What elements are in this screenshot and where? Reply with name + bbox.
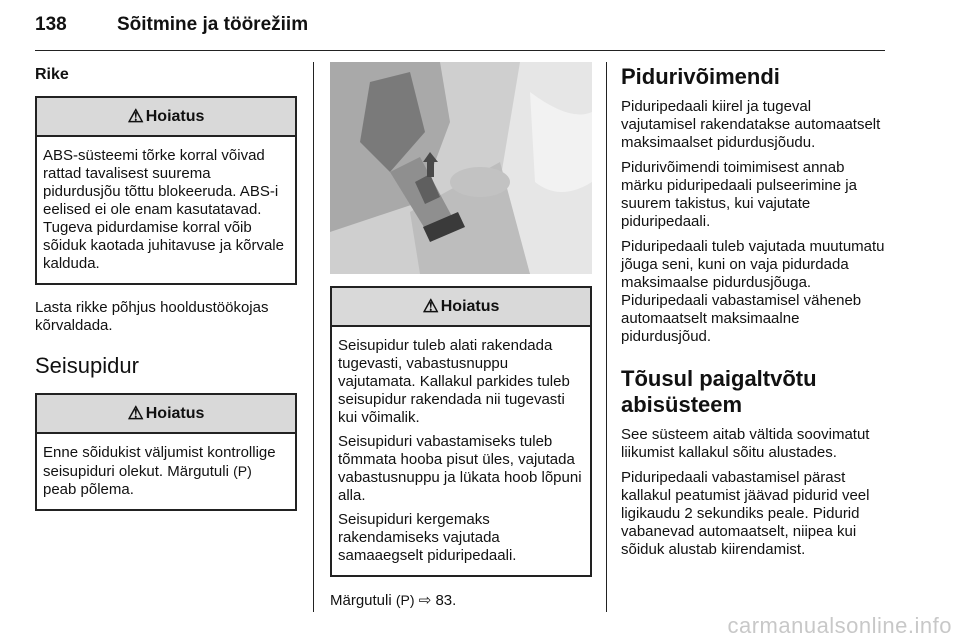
warning-title: Hoiatus (145, 108, 205, 125)
column-left (35, 62, 297, 525)
section-title-hill-start-assist: Tõusul paigaltvõtu abisüsteem (621, 366, 817, 417)
warning-triangle-icon: ⚠ (127, 403, 144, 423)
warning-header (332, 288, 590, 327)
warning-text: Enne sõidukist väljumist kontrollige seisupiduri olekut. Märgutuli (P) peab põlema. (43, 444, 276, 498)
paragraph: Piduripedaali vabastamisel pärast kallakul peatumist jäävad pidurid veel ligikaudu 2 sekundiks peale. Pidurid vabanevad automaatselt, niipea kui sõiduk alustab kiirendamist. (621, 469, 870, 558)
column-right (621, 62, 889, 566)
warning-header (37, 395, 295, 434)
warning-text: Seisupidur tuleb alati rakendada tugevasti, vabastusnuppu vajutamata. Kallakul parkides tuleb seisupidur rakendada nii tugevasti kui võimalik. (338, 337, 570, 426)
page-reference-arrow-icon: ⇨ (418, 592, 432, 609)
warning-text: ABS-süsteemi tõrke korral võivad rattad tavalisest suurema pidurdusjõu tõttu blokeeruda. ABS-i eelised ei ole enam kasutatavad. Tugeva pidurdamise korral võib sõiduk kaotada juhitavuse ja kõrvale kalduda. (43, 147, 284, 272)
warning-title: Hoiatus (440, 298, 500, 315)
warning-body (332, 327, 590, 575)
page-number: 138 (35, 14, 67, 35)
warning-triangle-icon: ⚠ (422, 296, 439, 316)
column-middle (330, 62, 592, 617)
page-header (35, 14, 885, 51)
warning-box (330, 286, 592, 577)
paragraph: See süsteem aitab vältida soovimatut liikumist kallakul sõitu alustades. (621, 426, 870, 461)
warning-title: Hoiatus (145, 405, 205, 422)
column-divider (313, 62, 314, 612)
section-title-seisupidur: Seisupidur (35, 353, 139, 378)
paragraph: Piduripedaali kiirel ja tugeval vajutamisel rakendatakse automaatselt maksimaalset pidurdusjõudu. (621, 98, 881, 151)
warning-body (37, 137, 295, 283)
column-divider (606, 62, 607, 612)
parking-brake-lamp-icon: (P) (233, 463, 252, 479)
paragraph: Pidurivõimendi toimimisest annab märku piduripedaali pulseerimine ja suurem takistus, kui vajutate piduripedaali. (621, 159, 857, 230)
section-title-pidurivoimendi: Pidurivõimendi (621, 64, 780, 89)
warning-box (35, 96, 297, 285)
paragraph: Märgutuli (P) ⇨ 83. (330, 592, 457, 609)
warning-text: Seisupiduri kergemaks rakendamiseks vajutada samaaegselt piduripedaali. (338, 511, 517, 564)
warning-box (35, 393, 297, 511)
warning-body (37, 434, 295, 509)
chapter-title: Sõitmine ja töörežiim (117, 14, 309, 35)
watermark: carmanualsonline.info (727, 613, 952, 638)
warning-text: Seisupiduri vabastamiseks tuleb tõmmata hooba pisut üles, vajutada vabastusnuppu ja lükata hoob lõpuni alla. (338, 433, 582, 504)
parking-brake-lamp-icon: (P) (395, 592, 415, 608)
paragraph: Lasta rikke põhjus hooldustöökojas kõrvaldada. (35, 299, 269, 334)
parking-brake-lever-image (330, 62, 592, 274)
section-title-rike: Rike (35, 66, 69, 83)
warning-header (37, 98, 295, 137)
paragraph: Piduripedaali tuleb vajutada muutumatu jõuga seni, kuni on vaja pidurdada maksimaalse pidurdusjõuga. Piduripedaali vabastamisel väheneb automaatselt maksimaalne pidurdusjõud. (621, 238, 885, 345)
warning-triangle-icon: ⚠ (127, 106, 144, 126)
